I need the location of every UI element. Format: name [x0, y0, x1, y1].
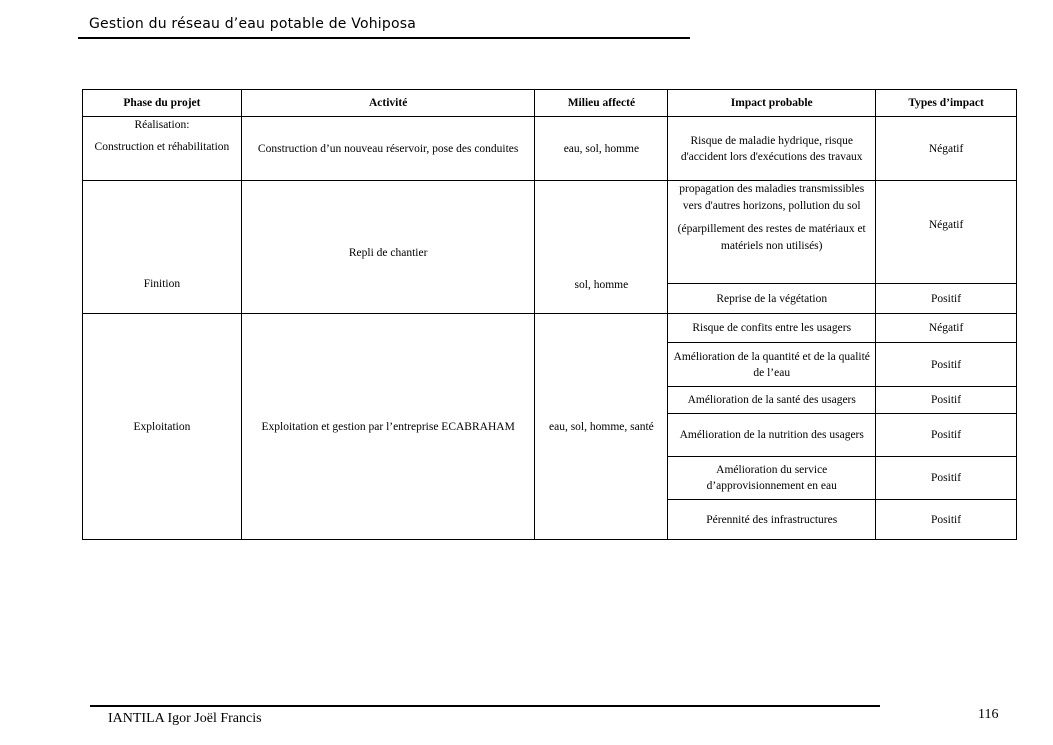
impact-cell: Amélioration de la nutrition des usagers: [668, 414, 876, 457]
impact-cell: Risque de confits entre les usagers: [668, 314, 876, 343]
type-cell: Positif: [876, 500, 1017, 540]
impact-cell: Amélioration de la quantité et de la qualité de l’eau: [668, 343, 876, 387]
impact-cell: Reprise de la végétation: [668, 284, 876, 314]
phase-cell: [83, 117, 242, 181]
activity-cell: Construction d’un nouveau réservoir, pose des conduites: [241, 117, 535, 181]
impact-cell: Amélioration du service d’approvisionnement en eau: [668, 457, 876, 500]
table-row: [83, 314, 1017, 343]
type-cell: Positif: [876, 457, 1017, 500]
table-row: [83, 181, 1017, 284]
type-cell: Négatif: [876, 181, 1017, 284]
header-type: Types d’impact: [876, 90, 1017, 117]
phase-label: Réalisation:: [134, 119, 190, 131]
header-activity: Activité: [241, 90, 535, 117]
impact-note: (éparpillement des restes de matériaux et matériels non utilisés): [677, 223, 866, 252]
phase-cell: Exploitation: [83, 314, 242, 540]
header-phase: Phase du projet: [83, 90, 242, 117]
activity-cell: Repli de chantier: [241, 181, 535, 314]
type-cell: Positif: [876, 387, 1017, 414]
header-impact: Impact probable: [668, 90, 876, 117]
type-cell: Positif: [876, 284, 1017, 314]
type-cell: Négatif: [876, 117, 1017, 181]
impact-cell: Risque de maladie hydrique, risque d'accident lors d'exécutions des travaux: [668, 117, 876, 181]
phase-detail: Construction et réhabilitation: [94, 141, 230, 153]
footer-author: IANTILA Igor Joël Francis: [108, 711, 262, 726]
phase-cell: Finition: [83, 181, 242, 314]
page-header-title: Gestion du réseau d’eau potable de Vohiposa: [89, 16, 417, 32]
table-row: [83, 117, 1017, 181]
header-rule: [78, 37, 690, 39]
milieu-cell: eau, sol, homme: [535, 117, 668, 181]
impact-cell: Amélioration de la santé des usagers: [668, 387, 876, 414]
table-header-row: [83, 90, 1017, 117]
milieu-cell: eau, sol, homme, santé: [535, 314, 668, 540]
activity-cell: Exploitation et gestion par l’entreprise ECABRAHAM: [241, 314, 535, 540]
impact-table: [82, 89, 1017, 540]
header-milieu: Milieu affecté: [535, 90, 668, 117]
footer-rule: [90, 705, 880, 707]
milieu-cell: sol, homme: [535, 181, 668, 314]
impact-cell: [668, 181, 876, 284]
type-cell: Positif: [876, 414, 1017, 457]
type-cell: Négatif: [876, 314, 1017, 343]
page-number: 116: [978, 707, 999, 722]
impact-cell: Pérennité des infrastructures: [668, 500, 876, 540]
impact-text: propagation des maladies transmissibles vers d'autres horizons, pollution du sol: [679, 183, 865, 212]
type-cell: Positif: [876, 343, 1017, 387]
